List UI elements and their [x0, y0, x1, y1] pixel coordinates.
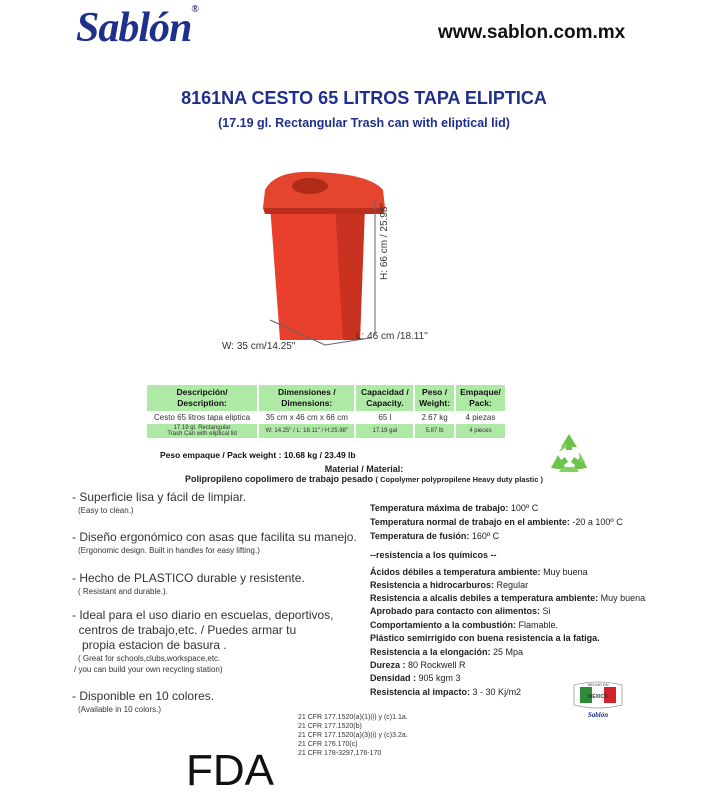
- table-cell: 65 l: [378, 413, 392, 422]
- table-header: Descripción/ Description:: [147, 385, 257, 411]
- spec-line: Resistencia a hidrocarburos: Regular: [370, 580, 529, 590]
- spec-line: Dureza : 80 Rockwell R: [370, 660, 466, 670]
- spec-line: Temperatura normal de trabajo en el ambiente: -20 a 100º C: [370, 517, 623, 527]
- product-subtitle: (17.19 gl. Rectangular Trash can with eliptical lid): [218, 116, 510, 130]
- table-cell: 5.87 lb: [415, 424, 454, 438]
- feature-item: - Hecho de PLASTICO durable y resistente. ( Resistant and durable.).: [72, 571, 305, 596]
- table-header: Dimensiones / Dimensions:: [259, 385, 354, 411]
- table-cell: 35 cm x 46 cm x 66 cm: [265, 413, 348, 422]
- trash-can-illustration: [215, 160, 445, 355]
- made-in-mexico-badge: [572, 677, 624, 721]
- chemical-resistance-heading: --resistencia a los químicos --: [370, 550, 497, 560]
- svg-text:HECHO EN: HECHO EN: [587, 682, 609, 687]
- feature-item: - Diseño ergonómico con asas que facilita su manejo. (Ergonomic design. Built in handles for easy lifting.): [72, 530, 357, 555]
- dimension-height: H: 66 cm / 25.98": [378, 203, 390, 280]
- material-title: Material / Material:: [324, 464, 404, 474]
- product-title: 8161NA CESTO 65 LITROS TAPA ELIPTICA: [181, 88, 547, 108]
- dimension-width: W: 35 cm/14.25": [222, 341, 296, 352]
- spec-line: Plástico semirrigido con buena resistencia a la fatiga.: [370, 633, 600, 643]
- table-header: Peso / Weight:: [415, 385, 454, 411]
- spec-line: Comportamiento a la combustión: Flamable.: [370, 620, 559, 630]
- spec-table: [145, 384, 507, 439]
- spec-line: Temperatura máxima de trabajo: 100º C: [370, 503, 539, 513]
- table-cell: 4 piezas: [465, 413, 496, 422]
- website-url[interactable]: www.sablon.com.mx: [438, 22, 626, 43]
- spec-line: Aprobado para contacto con alimentos: Si: [370, 606, 551, 616]
- table-row: [147, 412, 505, 423]
- table-header-row: [147, 385, 505, 411]
- cfr-references: 21 CFR 177.1520(a)(1)(i) y (c)1.1a. 21 CFR 177.1520(b) 21 CFR 177.1520(a)(3)(i) y (c)3.2a. 21 CFR 176.170(c) 21 CFR 178-3297,176-170: [298, 714, 408, 757]
- table-cell: 17.19 gl. Rectangular Trash Can with eliptical lid: [147, 424, 257, 438]
- dimension-length: L: 46 cm /18.11": [356, 331, 428, 342]
- table-row: [147, 424, 505, 438]
- table-header: Capacidad / Capacity.: [356, 385, 413, 411]
- spec-line: Densidad : 905 kgm 3: [370, 673, 461, 683]
- spec-line: Temperatura de fusión: 160º C: [370, 531, 500, 541]
- brand-logo: Sablón®: [76, 4, 198, 51]
- pack-weight: Peso empaque / Pack weight : 10.68 kg / 23.49 lb: [160, 450, 356, 460]
- table-cell: 4 pieces: [456, 424, 505, 438]
- fda-label: FDA: [186, 746, 274, 795]
- feature-item: - Disponible en 10 colores. (Available in 10 colors.): [72, 689, 215, 714]
- table-cell: W: 14.25" / L: 18.11" / H:25.98": [259, 424, 354, 438]
- svg-text:Sablón: Sablón: [587, 711, 609, 719]
- table-cell: Cesto 65 litros tapa eliptica: [154, 413, 251, 422]
- feature-item: - Superficie lisa y fácil de limpiar. (Easy to clean.): [72, 490, 247, 515]
- feature-item: - Ideal para el uso diario en escuelas, deportivos, centros de trabajo,etc. / Puedes armar tu propia estacion de basura . ( Great for schools,clubs,workspace,etc. / you can build your own recycling station): [72, 608, 334, 674]
- spec-line: Resistencia al impacto: 3 - 30 Kj/m2: [370, 687, 522, 697]
- spec-line: Resistencia a alcalis debiles a temperatura ambiente: Muy buena: [370, 593, 646, 603]
- spec-line: Ácidos débiles a temperatura ambiente: Muy buena: [370, 567, 588, 577]
- spec-line: Resistencia a la elongación: 25 Mpa: [370, 647, 524, 657]
- material-description: Polipropileno copolimero de trabajo pesado ( Copolymer polypropilene Heavy duty plastic ): [184, 474, 544, 484]
- table-header: Empaque/ Pack:: [456, 385, 505, 411]
- table-cell: 17.19 gal: [356, 424, 413, 438]
- svg-text:MÉXICO: MÉXICO: [588, 694, 608, 700]
- lid-opening: [292, 178, 328, 194]
- table-cell: 2.67 kg: [421, 413, 448, 422]
